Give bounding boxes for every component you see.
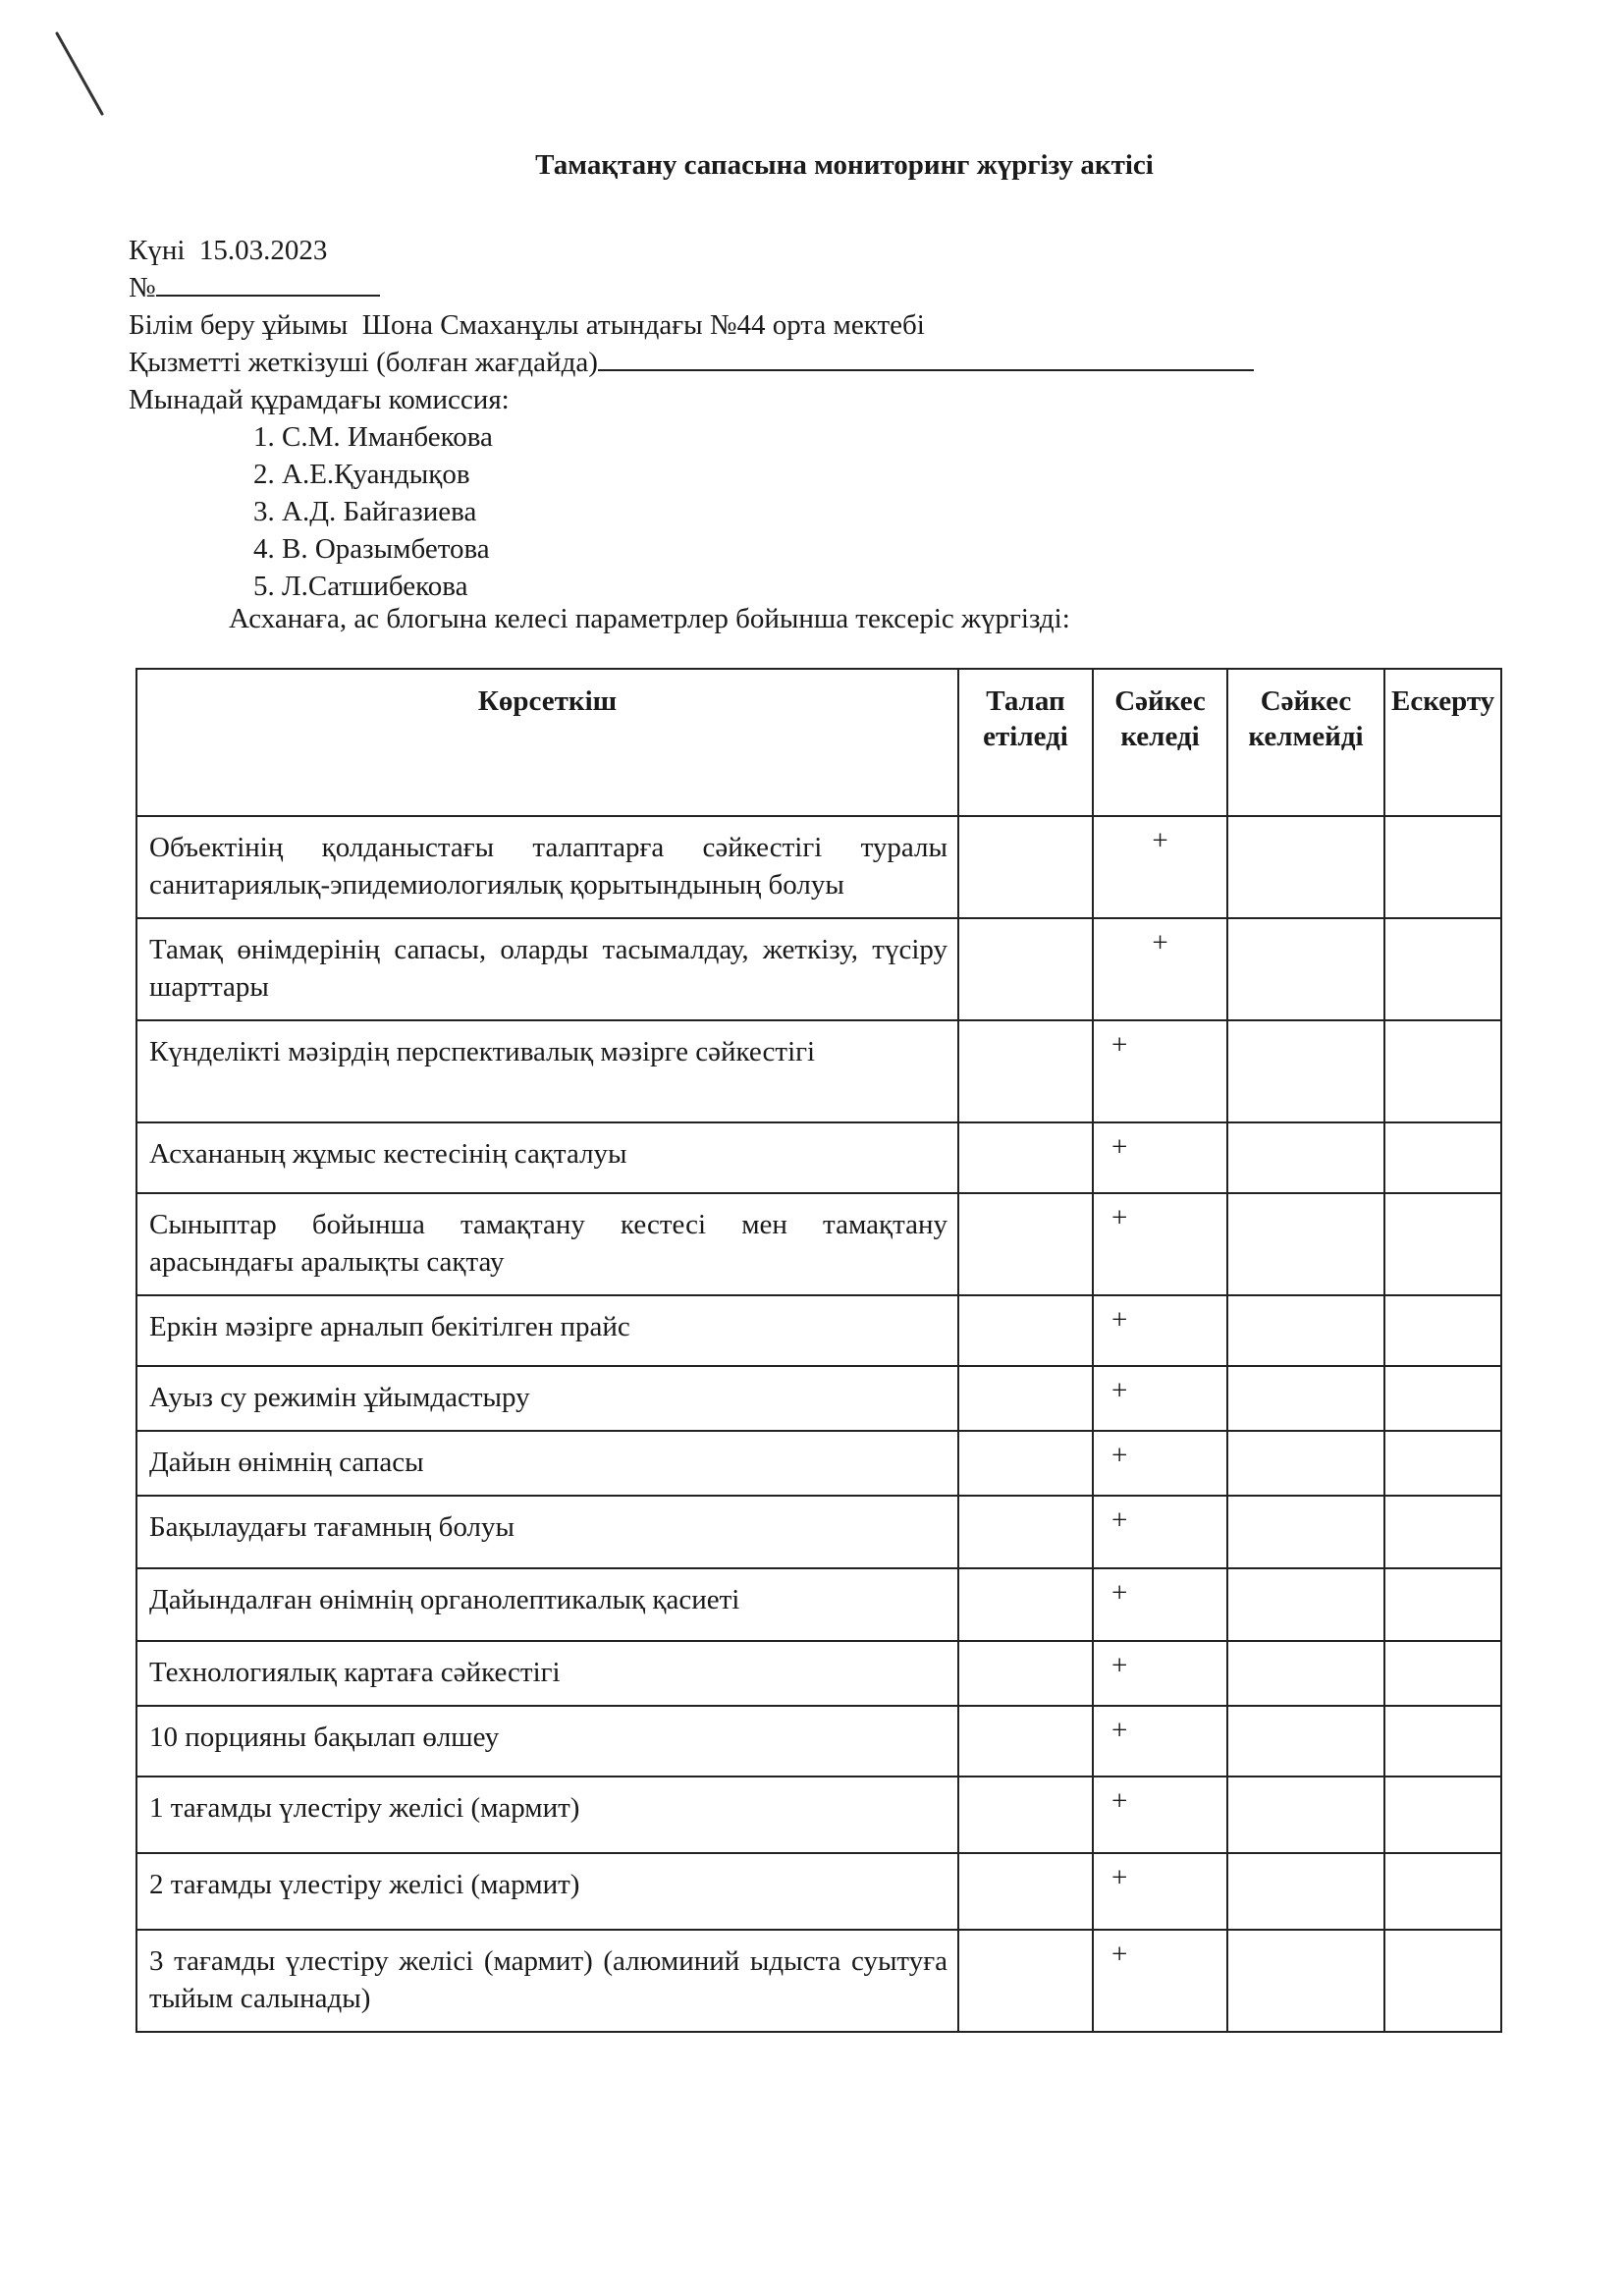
commission-member: 2. А.Е.Қуандықов [253, 459, 470, 490]
required-cell [958, 918, 1093, 1020]
table-row [136, 1122, 1501, 1193]
compliant-mark: + [1093, 1193, 1227, 1295]
number-label: № [129, 272, 156, 303]
table-row [136, 1020, 1501, 1122]
noncompliant-cell [1227, 918, 1384, 1020]
compliant-mark: + [1093, 1853, 1227, 1930]
header-noncompliant: Сәйкес келмейді [1227, 669, 1384, 816]
note-cell [1384, 816, 1501, 918]
date-line [129, 232, 1254, 269]
compliant-mark: + [1093, 1496, 1227, 1568]
note-cell [1384, 1020, 1501, 1122]
noncompliant-cell [1227, 1930, 1384, 2032]
compliant-mark: + [1093, 1020, 1227, 1122]
commission-member: 5. Л.Сатшибекова [253, 571, 468, 602]
noncompliant-cell [1227, 1496, 1384, 1568]
indicator-cell: Асхананың жұмыс кестесінің сақталуы [136, 1122, 958, 1193]
note-cell [1384, 1706, 1501, 1777]
compliant-mark: + [1093, 1431, 1227, 1496]
table-row [136, 1295, 1501, 1366]
table-row [136, 1777, 1501, 1853]
required-cell [958, 1777, 1093, 1853]
compliant-mark: + [1093, 1295, 1227, 1366]
header-block [129, 232, 1254, 418]
compliant-mark: + [1093, 1777, 1227, 1853]
indicator-cell: 3 тағамды үлестіру желісі (мармит) (алюминий ыдыста суытуға тыйым салынады) [136, 1930, 958, 2032]
required-cell [958, 1366, 1093, 1431]
table-row [136, 1366, 1501, 1431]
indicator-cell: Сыныптар бойынша тамақтану кестесі мен тамақтану арасындағы аралықты сақтау [136, 1193, 958, 1295]
note-cell [1384, 918, 1501, 1020]
table-row [136, 816, 1501, 918]
indicator-cell: Тамақ өнімдерінің сапасы, оларды тасымалдау, жеткізу, түсіру шарттары [136, 918, 958, 1020]
note-cell [1384, 1193, 1501, 1295]
table-row [136, 1641, 1501, 1706]
inspection-table [135, 668, 1502, 2033]
required-cell [958, 1193, 1093, 1295]
header-note: Ескерту [1384, 669, 1501, 816]
header-compliant: Сәйкес келеді [1093, 669, 1227, 816]
commission-member: 3. А.Д. Байгазиева [253, 496, 477, 527]
required-cell [958, 1496, 1093, 1568]
noncompliant-cell [1227, 1431, 1384, 1496]
header-required: Талап етіледі [958, 669, 1093, 816]
pen-stroke-mark [51, 29, 130, 123]
commission-member: 4. В. Оразымбетова [253, 533, 490, 565]
required-cell [958, 1568, 1093, 1641]
noncompliant-cell [1227, 1020, 1384, 1122]
note-cell [1384, 1366, 1501, 1431]
header-indicator: Көрсеткіш [136, 669, 958, 816]
commission-member: 1. С.М. Иманбекова [253, 421, 493, 453]
compliant-mark: + [1093, 1706, 1227, 1777]
required-cell [958, 1020, 1093, 1122]
required-cell [958, 816, 1093, 918]
noncompliant-cell [1227, 1366, 1384, 1431]
table-header-row [136, 669, 1501, 816]
noncompliant-cell [1227, 1853, 1384, 1930]
number-blank [156, 269, 380, 297]
table-row [136, 1431, 1501, 1496]
note-cell [1384, 1641, 1501, 1706]
compliant-mark: + [1093, 918, 1227, 1020]
compliant-mark: + [1093, 1641, 1227, 1706]
document-title: Тамақтану сапасына мониторинг жүргізу актісі [535, 149, 1154, 181]
note-cell [1384, 1496, 1501, 1568]
indicator-cell: Ауыз су режимін ұйымдастыру [136, 1366, 958, 1431]
required-cell [958, 1706, 1093, 1777]
table-row [136, 1930, 1501, 2032]
noncompliant-cell [1227, 1193, 1384, 1295]
noncompliant-cell [1227, 1295, 1384, 1366]
required-cell [958, 1853, 1093, 1930]
noncompliant-cell [1227, 816, 1384, 918]
noncompliant-cell [1227, 1706, 1384, 1777]
compliant-mark: + [1093, 1122, 1227, 1193]
supplier-line [129, 344, 1254, 381]
compliant-mark: + [1093, 1930, 1227, 2032]
required-cell [958, 1122, 1093, 1193]
noncompliant-cell [1227, 1122, 1384, 1193]
table-row [136, 1853, 1501, 1930]
required-cell [958, 1431, 1093, 1496]
noncompliant-cell [1227, 1568, 1384, 1641]
note-cell [1384, 1777, 1501, 1853]
note-cell [1384, 1295, 1501, 1366]
note-cell [1384, 1431, 1501, 1496]
compliant-mark: + [1093, 816, 1227, 918]
note-cell [1384, 1568, 1501, 1641]
indicator-cell: Бақылаудағы тағамның болуы [136, 1496, 958, 1568]
required-cell [958, 1641, 1093, 1706]
compliant-mark: + [1093, 1366, 1227, 1431]
inspection-intro: Асханаға, ас блогына келесі параметрлер бойынша тексеріс жүргізді: [229, 603, 1070, 634]
commission-list [253, 418, 493, 605]
indicator-cell: 10 порцияны бақылап өлшеу [136, 1706, 958, 1777]
organization-value: Шона Смаханұлы атындағы №44 орта мектебі [361, 309, 925, 341]
number-line [129, 269, 1254, 306]
required-cell [958, 1295, 1093, 1366]
note-cell [1384, 1853, 1501, 1930]
indicator-cell: Технологиялық картаға сәйкестігі [136, 1641, 958, 1706]
indicator-cell: Еркін мәзірге арналып бекітілген прайс [136, 1295, 958, 1366]
organization-line [129, 306, 1254, 344]
required-cell [958, 1930, 1093, 2032]
indicator-cell: 1 тағамды үлестіру желісі (мармит) [136, 1777, 958, 1853]
compliant-mark: + [1093, 1568, 1227, 1641]
supplier-label: Қызметті жеткізуші (болған жағдайда) [129, 347, 598, 378]
supplier-blank [598, 344, 1254, 371]
noncompliant-cell [1227, 1777, 1384, 1853]
indicator-cell: Дайындалған өнімнің органолептикалық қасиеті [136, 1568, 958, 1641]
date-value: 15.03.2023 [198, 235, 328, 266]
table-row [136, 1568, 1501, 1641]
noncompliant-cell [1227, 1641, 1384, 1706]
note-cell [1384, 1122, 1501, 1193]
note-cell [1384, 1930, 1501, 2032]
table-row [136, 1706, 1501, 1777]
table-row [136, 1193, 1501, 1295]
date-label: Күні [129, 235, 186, 266]
commission-label: Мынадай құрамдағы комиссия: [129, 384, 510, 415]
indicator-cell: Объектінің қолданыстағы талаптарға сәйкестігі туралы санитариялық-эпидемиологиялық қорытындының болуы [136, 816, 958, 918]
organization-label: Білім беру ұйымы [129, 309, 349, 341]
indicator-cell: Дайын өнімнің сапасы [136, 1431, 958, 1496]
table-row [136, 918, 1501, 1020]
indicator-cell: 2 тағамды үлестіру желісі (мармит) [136, 1853, 958, 1930]
table-row [136, 1496, 1501, 1568]
indicator-cell: Күнделікті мәзірдің перспективалық мәзірге сәйкестігі [136, 1020, 958, 1122]
